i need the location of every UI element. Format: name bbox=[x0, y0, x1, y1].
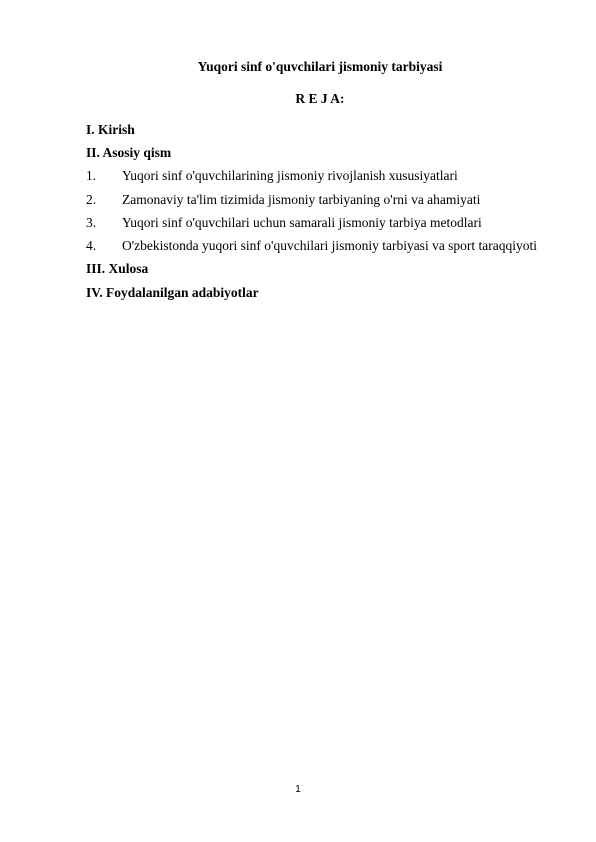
outline-section-label: III. Xulosa bbox=[86, 261, 149, 277]
outline-item bbox=[86, 234, 586, 257]
outline-section-label: II. Asosiy qism bbox=[86, 144, 172, 160]
outline-item-number: 3. bbox=[86, 214, 97, 230]
outline-section-introduction bbox=[86, 118, 586, 141]
outline-section-conclusion bbox=[86, 258, 586, 281]
outline-item-number: 1. bbox=[86, 168, 97, 184]
outline-item bbox=[86, 188, 586, 211]
outline-item-label: Zamonaviy ta'lim tizimida jismoniy tarbiyaning o'rni va ahamiyati bbox=[122, 191, 481, 207]
plan-outline bbox=[86, 118, 586, 304]
outline-item-label: Yuqori sinf o'quvchilarining jismoniy rivojlanish xususiyatlari bbox=[122, 168, 458, 184]
document-title: Yuqori sinf o'quvchilari jismoniy tarbiyasi bbox=[197, 59, 443, 74]
outline-section-label: I. Kirish bbox=[86, 121, 135, 137]
outline-item-number: 2. bbox=[86, 191, 97, 207]
outline-section-references bbox=[86, 281, 586, 304]
plan-heading: R E J A: bbox=[295, 91, 345, 106]
outline-section-main-part bbox=[86, 141, 586, 164]
outline-section-label: IV. Foydalanilgan adabiyotlar bbox=[86, 284, 259, 300]
outline-item bbox=[86, 211, 586, 234]
page-number: 1 bbox=[295, 784, 301, 795]
outline-item-number: 4. bbox=[86, 238, 97, 254]
outline-item-label: Yuqori sinf o'quvchilari uchun samarali jismoniy tarbiya metodlari bbox=[122, 214, 482, 230]
outline-item-label: O'zbekistonda yuqori sinf o'quvchilari jismoniy tarbiyasi va sport taraqqiyoti bbox=[122, 238, 538, 254]
outline-item bbox=[86, 165, 586, 188]
